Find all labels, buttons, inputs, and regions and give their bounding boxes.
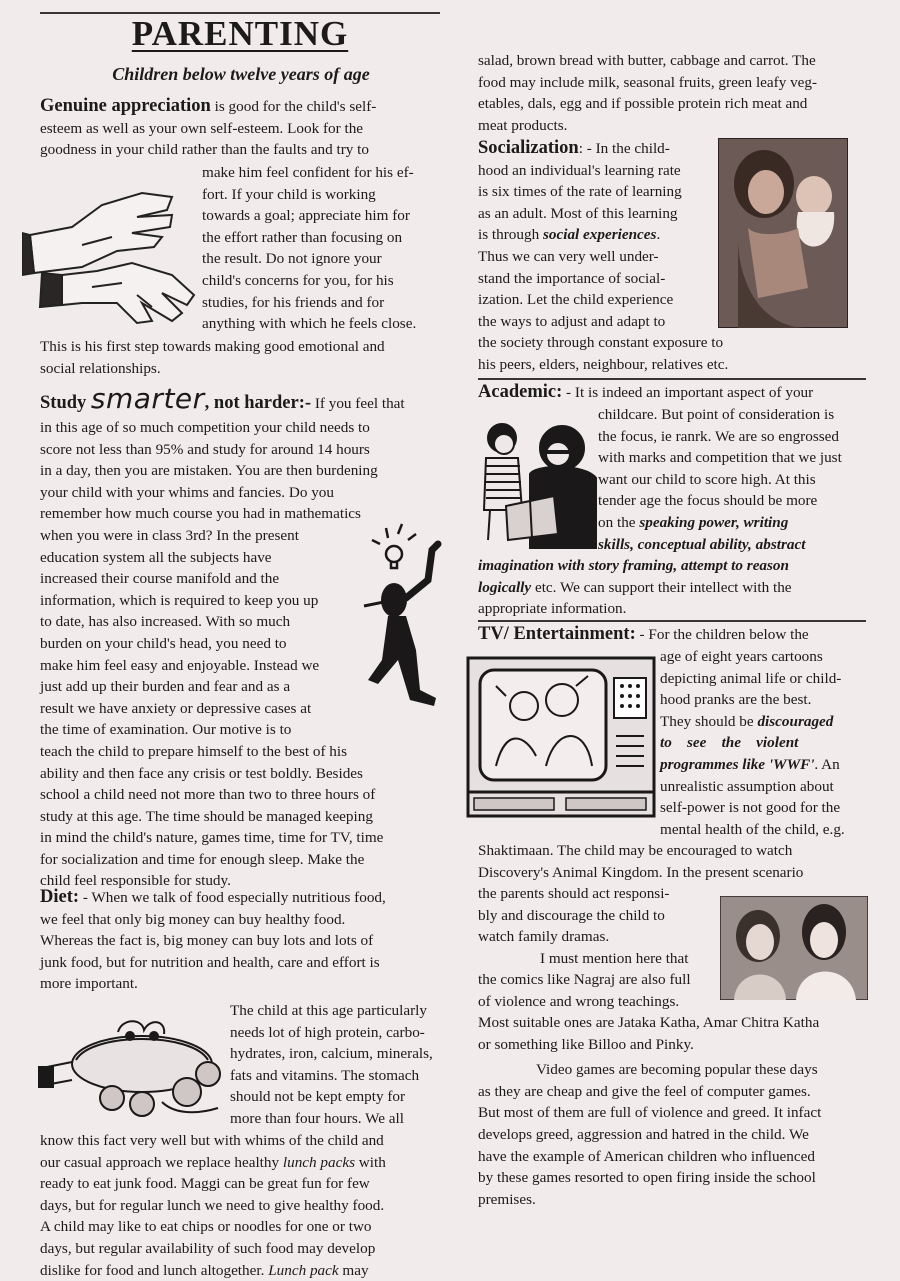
text-line: childcare. But point of consideration is bbox=[598, 406, 835, 423]
text-line: the result. Do not ignore your bbox=[202, 250, 382, 268]
text-line: increased their course manifold and the bbox=[40, 570, 280, 588]
tv-wrap-2 bbox=[478, 883, 718, 1013]
text-line: the time of examination. Our motive is to bbox=[40, 721, 292, 739]
text-line: I must mention here that bbox=[540, 949, 689, 967]
text-line: the ways to adjust and adapt to bbox=[478, 312, 666, 330]
section-divider bbox=[478, 378, 866, 380]
text-line: burden on your child's head, you need to bbox=[40, 634, 287, 652]
text-line: ization. Let the child experience bbox=[478, 291, 674, 309]
hands-illustration bbox=[22, 175, 202, 325]
text-line: : - In the child- bbox=[578, 140, 670, 157]
text-line: premises. bbox=[478, 1190, 536, 1208]
text-line: on the bbox=[598, 513, 640, 531]
tv-heading: TV/ Entertainment: bbox=[478, 624, 636, 644]
text-line: speaking power, writing bbox=[639, 513, 789, 531]
text-line: Most suitable ones are Jataka Katha, Amar Chitra Katha bbox=[478, 1014, 820, 1031]
text-line: This is his first step towards making good emotional and bbox=[40, 338, 385, 355]
text-line: of violence and wrong teachings. bbox=[478, 992, 680, 1010]
socialization-heading: Socialization bbox=[478, 138, 579, 158]
appreciation-heading: Genuine appreciation bbox=[40, 96, 211, 116]
text-line: dislike for food and lunch altogether. bbox=[40, 1261, 269, 1279]
text-line: depicting animal life or child- bbox=[660, 669, 842, 687]
text-line: bly and discourage the child to bbox=[478, 906, 665, 924]
text-line: result we have anxiety or depressive cases at bbox=[40, 699, 312, 717]
drama-still-photo bbox=[720, 896, 868, 1000]
text-line: days, but for regular lunch we need to give healthy food. bbox=[40, 1196, 385, 1214]
text-line: in mind the child's nature, games time, time for TV, time bbox=[40, 829, 384, 847]
text-line: days, but regular availability of such food may develop bbox=[40, 1239, 376, 1257]
text-line: more important. bbox=[40, 975, 138, 993]
thinking-figure-illustration bbox=[358, 520, 450, 715]
text-line: have the example of American children who influenced bbox=[478, 1147, 815, 1165]
text-line: the focus, ie ranrk. We are so engrossed bbox=[598, 427, 839, 445]
text-line: stand the importance of social- bbox=[478, 269, 666, 287]
socialization-end bbox=[478, 332, 866, 375]
text-line: to date, has also increased. With so much bbox=[40, 613, 291, 631]
text-line: your child with your whims and fancies. Do you bbox=[40, 483, 334, 501]
text-line: imagination with story framing, attempt to reason bbox=[478, 557, 789, 574]
study-heading-c: , not harder:- bbox=[204, 393, 312, 413]
text-line: child's concerns for you, for his bbox=[202, 271, 394, 289]
diet-wrap bbox=[230, 1000, 442, 1130]
text-line: . bbox=[656, 226, 661, 244]
text-line: esteem as well as your own self-esteem. Look for the bbox=[40, 119, 364, 137]
appreciation-end bbox=[40, 336, 442, 379]
text-line: A child may like to eat chips or noodles for one or two bbox=[40, 1218, 372, 1236]
text-line: - For the children below the bbox=[635, 626, 809, 643]
text-line: self-power is not good for the bbox=[660, 799, 841, 817]
text-line: child feel responsible for study. bbox=[40, 872, 231, 890]
text-line: want our child to score high. At this bbox=[598, 470, 816, 488]
tv-continued bbox=[478, 840, 866, 883]
page-subtitle: Children below twelve years of age bbox=[112, 64, 370, 84]
text-line: hood pranks are the best. bbox=[660, 691, 812, 709]
text-line: by these games resorted to open firing inside the school bbox=[478, 1169, 816, 1187]
text-line: is good for the child's self- bbox=[210, 98, 377, 115]
text-line: - It is indeed an important aspect of your bbox=[562, 384, 814, 401]
text-line: social relationships. bbox=[40, 359, 161, 377]
text-line: with marks and competition that we just bbox=[598, 449, 842, 467]
text-line: to see the violent bbox=[660, 734, 799, 752]
text-line: as an adult. Most of this learning bbox=[478, 204, 678, 222]
section-divider bbox=[478, 620, 866, 622]
text-line: in this age of so much competition your child needs to bbox=[40, 419, 370, 436]
text-line: make him feel confident for his ef- bbox=[202, 164, 414, 181]
text-line: tender age the focus should be more bbox=[598, 492, 818, 510]
text-line: make him feel easy and enjoyable. Instead we bbox=[40, 656, 320, 674]
text-line: is through bbox=[478, 226, 543, 244]
text-line: appropriate information. bbox=[478, 600, 627, 618]
tv-illustration bbox=[466, 656, 656, 820]
reading-illustration bbox=[466, 414, 600, 550]
text-line: hydrates, iron, calcium, minerals, bbox=[230, 1045, 433, 1063]
appreciation-wrap bbox=[202, 162, 442, 335]
text-line: should not be kept empty for bbox=[230, 1088, 406, 1106]
text-line: we feel that only big money can buy healthy food. bbox=[40, 910, 346, 928]
text-line: ready to eat junk food. Maggi can be great fun for few bbox=[40, 1175, 370, 1193]
text-line: fats and vitamins. The stomach bbox=[230, 1066, 420, 1084]
socialization-section bbox=[478, 138, 710, 332]
appreciation-section bbox=[40, 96, 442, 161]
study-heading-a: Study bbox=[40, 393, 91, 413]
text-line: for socialization and time for enough sleep. Make the bbox=[40, 850, 365, 868]
text-line: towards a goal; appreciate him for bbox=[202, 207, 410, 225]
text-line: skills, conceptual ability, abstract bbox=[598, 535, 806, 553]
text-line: our casual approach we replace healthy bbox=[40, 1153, 283, 1171]
text-line: fort. If your child is working bbox=[202, 185, 376, 203]
text-line: But most of them are full of violence and greed. It infact bbox=[478, 1104, 822, 1122]
text-line: the society through constant exposure to bbox=[478, 334, 724, 351]
text-line: with bbox=[355, 1153, 386, 1171]
text-line: more than four hours. We all bbox=[230, 1109, 404, 1127]
diet-continued bbox=[478, 50, 866, 136]
text-line: ability and then face any crisis or test boldly. Besides bbox=[40, 764, 363, 782]
academic-end bbox=[478, 555, 866, 620]
text-line: hood an individual's learning rate bbox=[478, 161, 681, 179]
text-line: unrealistic assumption about bbox=[660, 777, 834, 795]
text-line: may bbox=[338, 1261, 369, 1279]
text-line: Shaktimaan. The child may be encouraged to watch bbox=[478, 842, 793, 859]
page-title: PARENTING bbox=[131, 14, 349, 53]
text-line: studies, for his friends and for bbox=[202, 293, 385, 311]
text-line: mental health of the child, e.g. bbox=[660, 820, 845, 838]
text-line: If you feel that bbox=[311, 395, 405, 412]
text-line: programmes like 'WWF' bbox=[660, 755, 815, 773]
text-line: social experiences bbox=[542, 226, 657, 244]
text-line: anything with which he feels close. bbox=[202, 315, 417, 333]
text-line: score not less than 95% and study for around 14 hours bbox=[40, 440, 370, 458]
text-line: age of eight years cartoons bbox=[660, 648, 823, 665]
text-line: in a day, then you are mistaken. You are then burdening bbox=[40, 462, 378, 480]
tv-end bbox=[478, 1012, 866, 1210]
text-line: know this fact very well but with whims of the child and bbox=[40, 1132, 384, 1149]
text-line: just add up their burden and fear and as a bbox=[40, 678, 291, 696]
text-line: the effort rather than focusing on bbox=[202, 228, 403, 246]
food-illustration bbox=[32, 1012, 228, 1122]
text-line: . An bbox=[814, 755, 840, 773]
text-line: the parents should act responsi- bbox=[478, 885, 670, 902]
text-line: lunch packs bbox=[282, 1153, 355, 1171]
text-line: Video games are becoming popular these days bbox=[536, 1061, 818, 1079]
text-line: the comics like Nagraj are also full bbox=[478, 971, 691, 989]
text-line: logically bbox=[478, 578, 532, 596]
tv-wrap bbox=[660, 646, 866, 840]
text-line: his peers, elders, neighbour, relatives etc. bbox=[478, 355, 729, 373]
diet-end bbox=[40, 1130, 442, 1281]
text-line: or something like Billoo and Pinky. bbox=[478, 1035, 694, 1053]
text-line: goodness in your child rather than the faults and try to bbox=[40, 141, 369, 159]
text-line: school a child need not more than two to three hours of bbox=[40, 786, 376, 804]
text-line: remember how much course you had in mathematics bbox=[40, 505, 361, 523]
study-heading-smarter: smarter bbox=[90, 382, 205, 415]
diet-heading: Diet: bbox=[40, 887, 80, 907]
text-line: Discovery's Animal Kingdom. In the present scenario bbox=[478, 863, 804, 881]
text-line: etables, dals, egg and if possible protein rich meat and bbox=[478, 95, 808, 113]
text-line: teach the child to prepare himself to the best of his bbox=[40, 742, 348, 760]
text-line: salad, brown bread with butter, cabbage and carrot. The bbox=[478, 52, 816, 69]
text-line: - When we talk of food especially nutritious food, bbox=[79, 889, 386, 906]
academic-heading: Academic: bbox=[478, 382, 563, 402]
text-line: is six times of the rate of learning bbox=[478, 183, 682, 201]
text-line: develops greed, aggression and hatred in the child. We bbox=[478, 1125, 809, 1143]
tv-section bbox=[478, 624, 866, 646]
mother-child-photo bbox=[718, 138, 848, 328]
text-line: discouraged bbox=[757, 712, 834, 730]
diet-section bbox=[40, 887, 442, 995]
text-line: education system all the subjects have bbox=[40, 548, 272, 566]
text-line: watch family dramas. bbox=[478, 928, 610, 946]
text-line: Whereas the fact is, big money can buy lots and lots of bbox=[40, 932, 374, 950]
text-line: needs lot of high protein, carbo- bbox=[230, 1023, 425, 1041]
text-line: as they are cheap and give the feel of computer games. bbox=[478, 1082, 811, 1100]
text-line: food may include milk, seasonal fruits, green leafy veg- bbox=[478, 73, 818, 91]
text-line: Thus we can very well under- bbox=[478, 247, 659, 265]
academic-section bbox=[478, 382, 866, 404]
text-line: The child at this age particularly bbox=[230, 1002, 427, 1019]
text-line: junk food, but for nutrition and health, care and effort is bbox=[40, 953, 380, 971]
text-line: meat products. bbox=[478, 116, 568, 134]
text-line: study at this age. The time should be managed keeping bbox=[40, 807, 373, 825]
text-line: when you were in class 3rd? In the present bbox=[40, 526, 299, 544]
text-line: information, which is required to keep you up bbox=[40, 591, 319, 609]
text-line: They should be bbox=[660, 712, 758, 730]
academic-wrap bbox=[598, 404, 866, 555]
text-line: etc. We can support their intellect with the bbox=[531, 578, 792, 596]
text-line: Lunch pack bbox=[268, 1261, 339, 1279]
